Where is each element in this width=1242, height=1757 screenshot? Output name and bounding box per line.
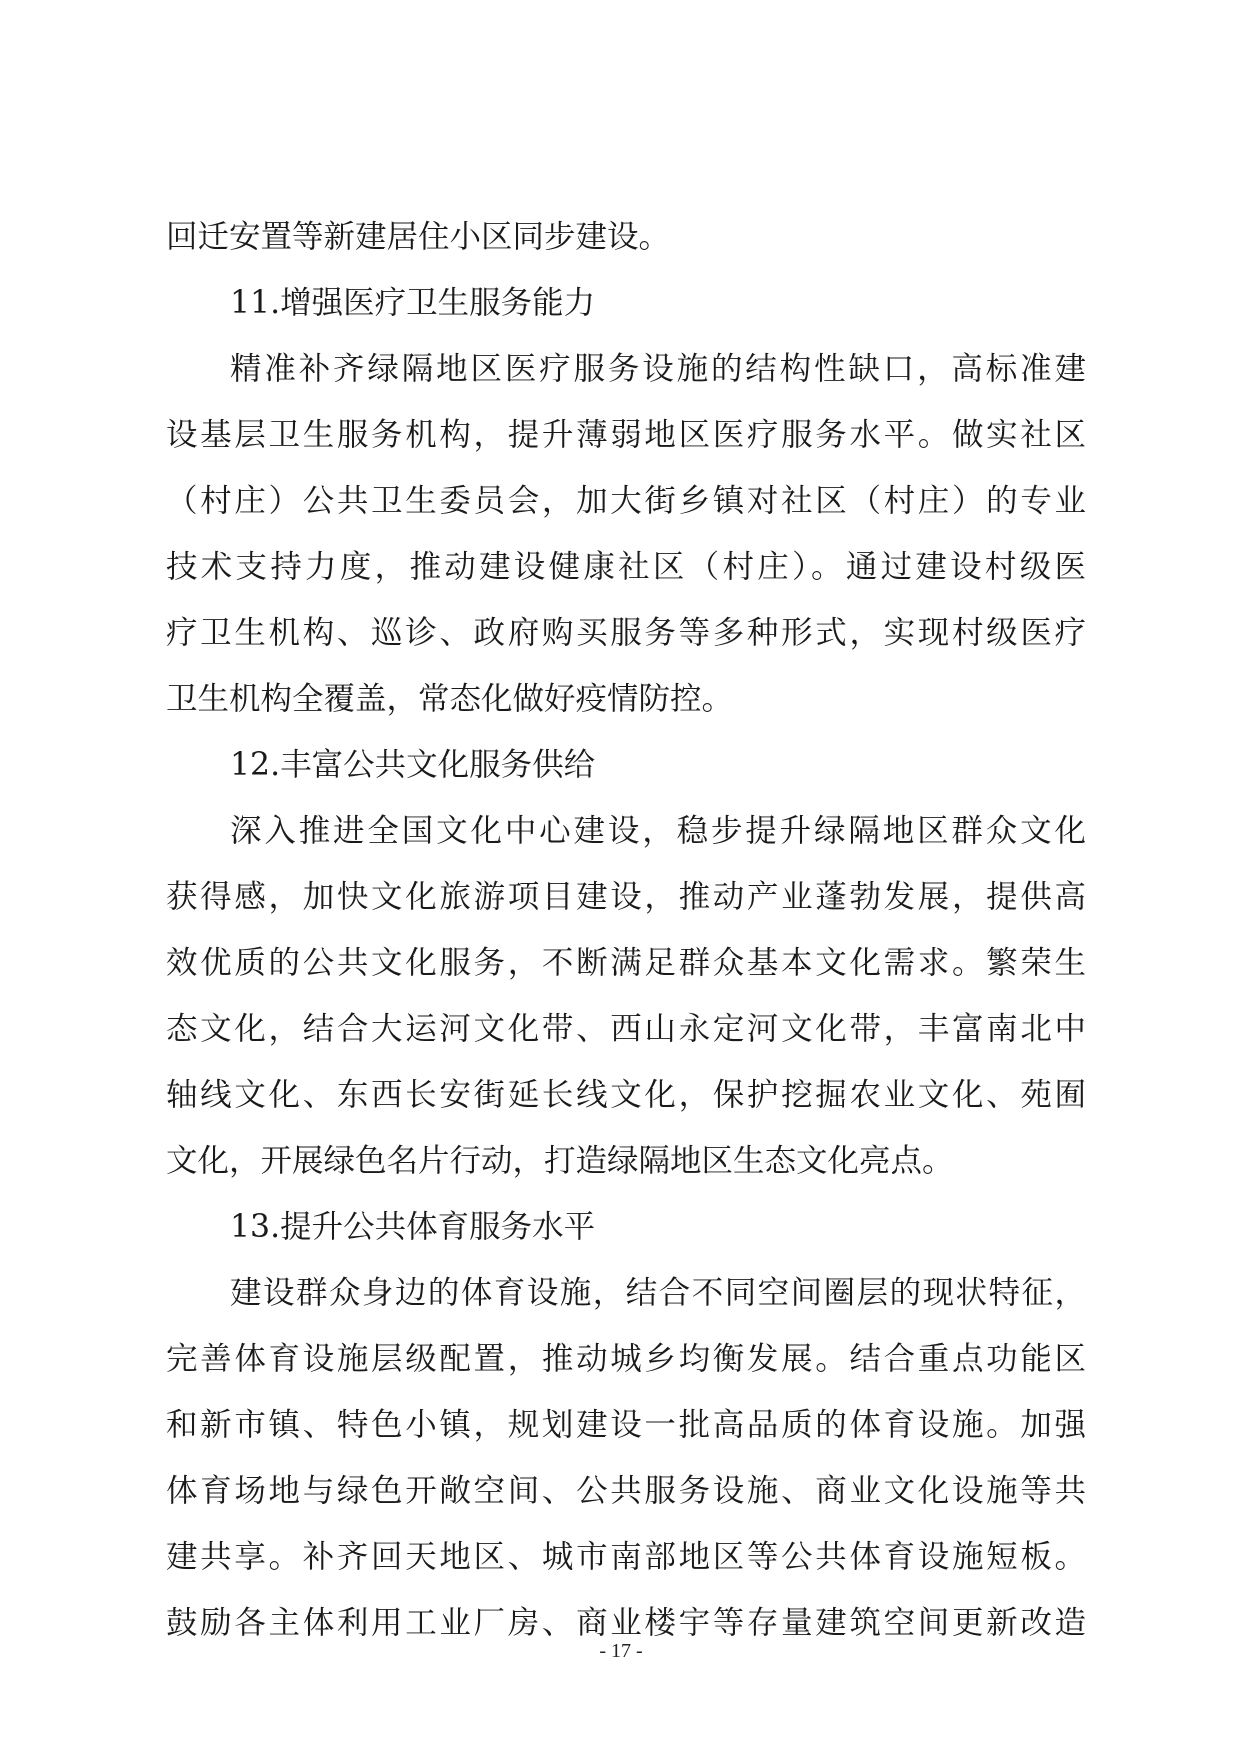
section-heading: 12.丰富公共文化服务供给 (230, 747, 596, 783)
body-line: 获得感，加快文化旅游项目建设，推动产业蓬勃发展，提供高 (166, 879, 1086, 915)
body-line: 卫生机构全覆盖，常态化做好疫情防控。 (166, 681, 734, 717)
body-line: 完善体育设施层级配置，推动城乡均衡发展。结合重点功能区 (166, 1341, 1086, 1377)
body-line: 精准补齐绿隔地区医疗服务设施的结构性缺口，高标准建 (230, 351, 1086, 387)
body-line: 建设群众身边的体育设施，结合不同空间圈层的现状特征， (230, 1275, 1086, 1311)
section-heading: 11.增强医疗卫生服务能力 (230, 285, 596, 321)
body-line: 轴线文化、东西长安街延长线文化，保护挖掘农业文化、苑囿 (166, 1077, 1086, 1113)
body-line: 文化，开展绿色名片行动，打造绿隔地区生态文化亮点。 (166, 1143, 954, 1179)
body-line: 和新市镇、特色小镇，规划建设一批高品质的体育设施。加强 (166, 1407, 1086, 1443)
page-number: - 17 - (599, 1640, 643, 1662)
body-line: （村庄）公共卫生委员会，加大街乡镇对社区（村庄）的专业 (166, 483, 1086, 519)
body-line: 回迁安置等新建居住小区同步建设。 (166, 219, 671, 255)
body-line: 深入推进全国文化中心建设，稳步提升绿隔地区群众文化 (230, 813, 1086, 849)
body-line: 设基层卫生服务机构，提升薄弱地区医疗服务水平。做实社区 (166, 417, 1086, 453)
body-line: 体育场地与绿色开敞空间、公共服务设施、商业文化设施等共 (166, 1473, 1086, 1509)
body-line: 态文化，结合大运河文化带、西山永定河文化带，丰富南北中 (166, 1011, 1086, 1047)
body-line: 技术支持力度，推动建设健康社区（村庄）。通过建设村级医 (166, 549, 1086, 585)
body-line: 鼓励各主体利用工业厂房、商业楼宇等存量建筑空间更新改造 (166, 1605, 1086, 1641)
body-line: 建共享。补齐回天地区、城市南部地区等公共体育设施短板。 (166, 1539, 1086, 1575)
body-line: 疗卫生机构、巡诊、政府购买服务等多种形式，实现村级医疗 (166, 615, 1086, 651)
body-line: 效优质的公共文化服务，不断满足群众基本文化需求。繁荣生 (166, 945, 1086, 981)
section-heading: 13.提升公共体育服务水平 (230, 1209, 596, 1245)
